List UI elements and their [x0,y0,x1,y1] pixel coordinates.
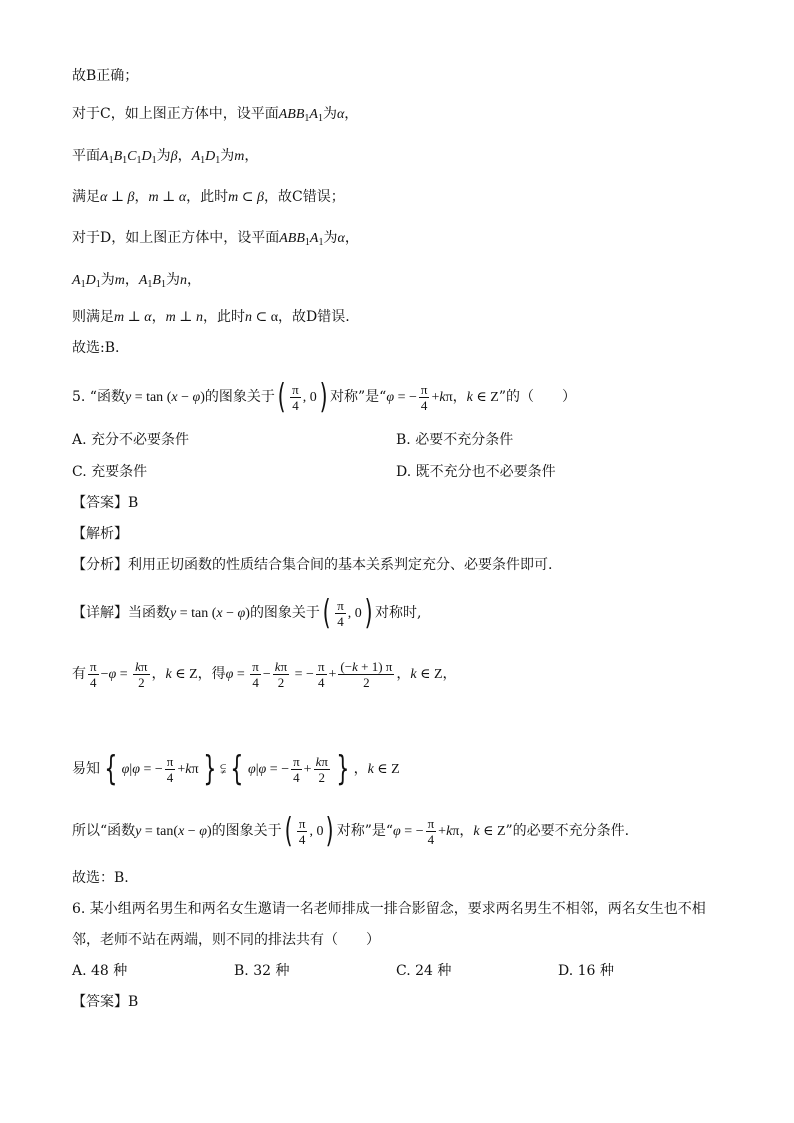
answer-line: 【答案】B [72,495,139,511]
text-line: 平面$A_1B_1C_1D_1$为β，$A_1D_1$为m， [72,148,259,166]
detail-line: 【详解】当函数y = tan (x − φ)的图象关于( $\frac{\pi}{4}$ , 0) 对称时, [72,593,422,633]
choose-line: 故选：B. [72,870,129,886]
text-line: 故选:B. [72,340,120,356]
question-5-stem: 5. “函数y = tan (x − φ)的图象关于( $\frac{\pi}{4}$ , 0) 对称”是“φ = − $\frac{\pi}{4}$ +kπ，k ∈ Z”的（ ） [72,377,576,417]
text-line: 故B正确； [72,68,139,84]
text-line: 则满足m ⊥ α，m ⊥ n，此时n ⊂ α，故D错误. [72,309,350,325]
text-line: 对于D，如上图正方体中，设平面$ABB_1A_1$为α， [72,230,359,248]
text-line: $A_1D_1$为m，$A_1B_1$为n， [72,272,201,290]
option-c: C. 24 种 [396,963,452,979]
option-c: C. 充要条件 [72,464,148,480]
question-6-stem-line-1: 6. 某小组两名男生和两名女生邀请一名老师排成一排合影留念，要求两名男生不相邻，两名女生也不相 [72,901,706,917]
option-b: B. 必要不充分条件 [396,432,514,448]
question-6-stem-line-2: 邻，老师不站在两端，则不同的排法共有（ ） [72,932,380,948]
text-line: 对于C，如上图正方体中，设平面$ABB_1A_1$为α， [72,106,359,124]
analysis-heading: 【解析】 [72,526,128,542]
answer-line: 【答案】B [72,994,139,1010]
option-b: B. 32 种 [234,963,290,979]
derivation-line: 有 $\frac{\pi}{4}$ −φ = $\frac{k\pi}{2}$ ，k ∈ Z，得φ = $\frac{\pi}{4}$ − $\frac{k\pi}{2}$ = − $\frac{\pi}{4}$ + $\frac{(-k + 1) \pi}{2}$ ，k ∈ Z， [72,658,457,690]
text-line: 满足α ⊥ β，m ⊥ α，此时m ⊂ β，故C错误； [72,189,345,205]
option-a: A. 48 种 [72,963,128,979]
conclusion-line: 所以“函数y = tan(x − φ)的图象关于( $\frac{\pi}{4}$ , 0) 对称”是“φ = − $\frac{\pi}{4}$ +kπ，k ∈ Z”的必要不充分条件. [72,811,630,851]
option-a: A. 充分不必要条件 [72,432,190,448]
analysis-summary: 【分析】利用正切函数的性质结合集合间的基本关系判定充分、必要条件即可. [72,557,553,573]
option-d: D. 既不充分也不必要条件 [396,464,556,480]
set-relation-line: 易知 { φ|φ = − $\frac{\pi}{4}$ +kπ } ⫋ { φ|φ = − $\frac{\pi}{4}$ + $\frac{k\pi}{2}$ } ，k ∈ Z [72,749,400,789]
option-d: D. 16 种 [558,963,614,979]
